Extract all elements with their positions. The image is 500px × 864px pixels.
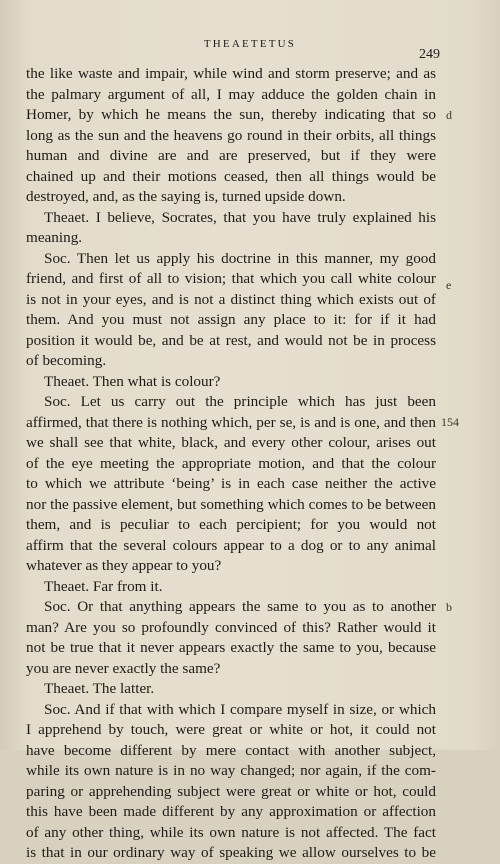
text-line: Soc. Or that anything appears the same to you as to another [44,598,436,615]
text-line: Theaet. Far from it. [44,577,163,595]
text-line: Homer, by which he means the sun, thereby indicating that so [26,106,436,123]
margin-marker-b: b [446,600,452,614]
margin-marker-154: 154 [441,415,459,429]
text-line: the like waste and impair, while wind and storm preserve; and as [26,65,436,82]
text-line: not be true that it never appears exactly the same to you, because [26,639,436,656]
text-line: of becoming. [26,352,107,369]
text-line: them. And you must not assign any place to it: for if it had [26,311,436,328]
text-line: of the eye meeting the appropriate motion, and that the colour [26,454,436,472]
text-line: to which we attribute ‘being’ is in each case neither the active [26,475,436,492]
text-line: man? Are you so profoundly convinced of this? Rather would it [26,618,436,636]
text-line: while its own nature is in no way changed; nor again, if the com- [26,762,436,779]
running-title: THEAETETUS [203,38,297,50]
text-line: whatever as they appear to you? [26,557,222,574]
text-line: human and divine are and are preserved, but if they were [26,147,436,164]
text-line: of any other thing, while its own nature is not affected. The fact [26,823,436,841]
text-line: nor the passive element, but something which comes to be between [26,495,436,513]
text-line: friend, and first of all to vision; that which you call white colour [26,270,436,287]
body-text [26,64,436,864]
margin-marker-d: d [446,108,452,122]
text-line: long as the sun and the heavens go round in their orbits, all things [26,126,436,144]
text-line: Soc. Then let us apply his doctrine in this manner, my good [44,249,436,267]
text-line: is that in our ordinary way of speaking we allow ourselves to be [26,844,436,861]
text-line: Theaet. The latter. [44,680,155,697]
text-line: paring or apprehending subject were great or white or hot, could [26,782,436,800]
text-line: is not in your eyes, and is not a distinct thing which exists out of [26,290,436,308]
margin-marker-e: e [446,278,452,292]
text-line: them, and is peculiar to each percipient; for you would not [26,516,436,533]
text-line: Soc. And if that with which I compare myself in size, or which [44,700,436,718]
text-line: Theaet. I believe, Socrates, that you have truly explained his [44,208,436,226]
text-line: you are never exactly the same? [26,659,221,677]
text-line: destroyed, and, as the saying is, turned upside down. [26,188,346,205]
text-line: meaning. [26,229,83,246]
text-line: chained up and their motions ceased, then all things would be [26,167,436,185]
text-line: we shall see that white, black, and every other colour, arises out [26,434,436,451]
text-line: this have been made different by any approximation or affection [26,803,436,820]
text-line: Soc. Let us carry out the principle which has just been [44,393,436,410]
text-line: the palmary argument of all, I may adduce the golden chain in [26,85,436,103]
page-number: 249 [419,47,440,62]
text-line: I apprehend by touch, were great or white or hot, it could not [26,721,436,738]
text-line: position it would be, and be at rest, and would not be in process [26,331,436,349]
text-line: affirmed, that there is nothing which, per se, is and is one, and then [26,413,436,431]
text-line: Theaet. Then what is colour? [44,372,221,390]
text-line: have become different by mere contact with another subject, [26,741,436,759]
text-line: affirm that the several colours appear to a dog or to any animal [26,536,436,554]
